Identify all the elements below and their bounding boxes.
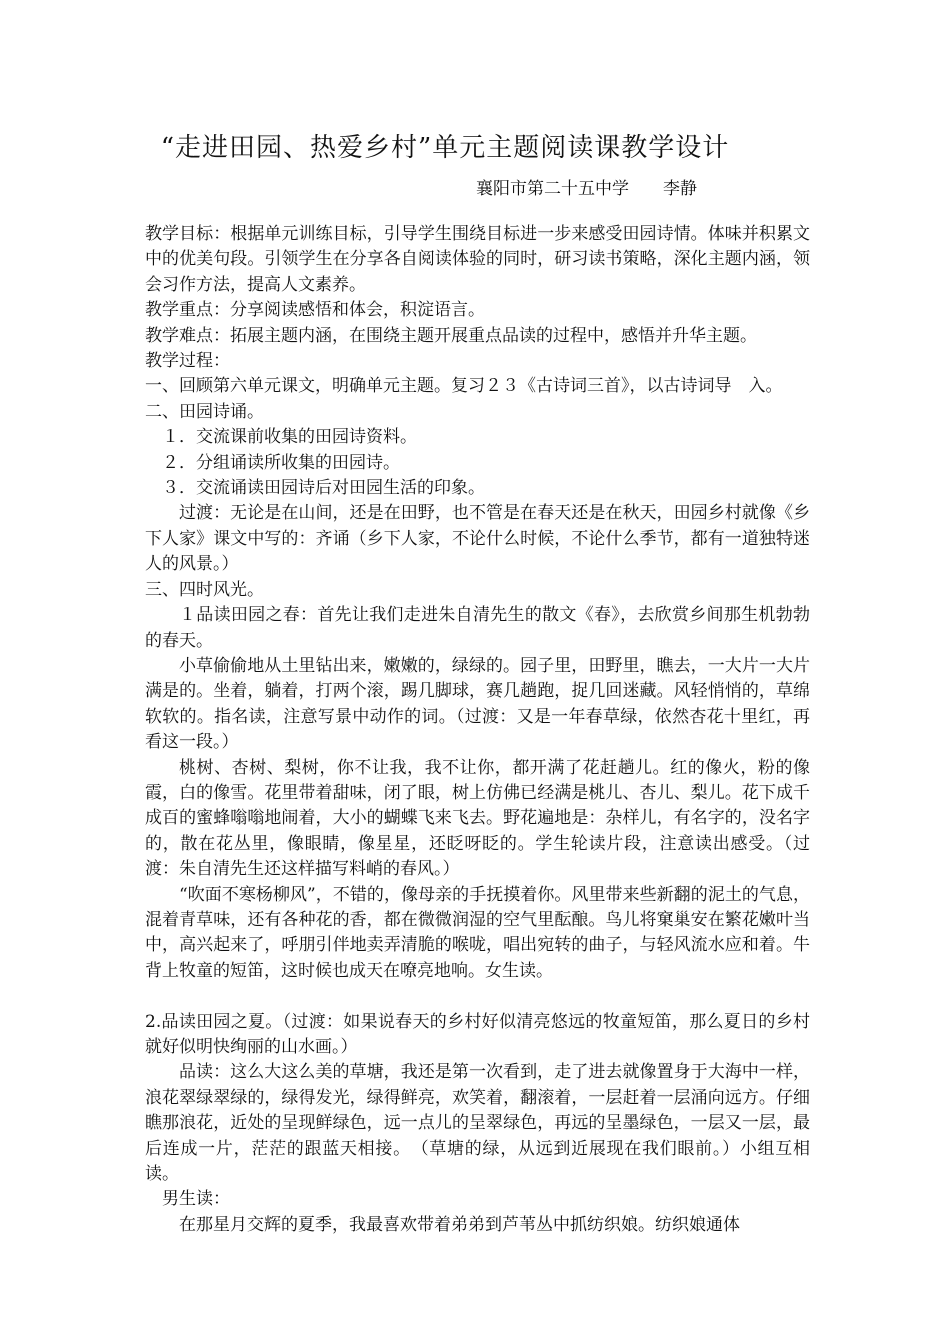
paragraph-difficulty: 教学难点：拓展主题内涵，在围绕主题开展重点品读的过程中，感悟并升华主题。 [145,325,757,346]
blank-line [145,984,810,1009]
paragraph-process-heading: 教学过程： [145,351,230,372]
paragraph-flowers: 桃树、杏树、梨树，你不让我，我不让你，都开满了花赶趟儿。红的像火，粉的像霞，白的像雪。花里带着甜味，闭了眼，树上仿佛已经满是桃儿、杏儿、梨儿。花下成千成百的蜜蜂嗡嗡地闹着，大小的蝴蝶飞来飞去。野花遍地是：杂样儿，有名字的，没名字的，散在花丛里，像眼睛，像星星，还眨呀眨的。学生轮读片段，注意读出感受。（过渡：朱自清先生还这样描写料峭的春风。） [145,757,810,880]
paragraph-key-point: 教学重点：分享阅读感悟和体会，积淀语言。 [145,300,485,321]
document-body [145,222,810,1238]
paragraph-pond: 品读：这么大这么美的草塘，我还是第一次看到，走了进去就像置身于大海中一样，浪花翠绿翠绿的，绿得发光，绿得鲜亮，欢笑着，翻滚着，一层赶着一层涌向远方。仔细瞧那浪花，近处的呈现鲜绿色，远一点儿的呈翠绿色，再远的呈墨绿色，一层又一层，最后连成一片，茫茫的跟蓝天相接。 （草塘的绿，从远到近展现在我们眼前。）小组互相读。 [145,1062,810,1185]
section-heading-3: 三、四时风光。 [145,579,264,600]
document-title: “走进田园、热爱乡村”单元主题阅读课教学设计 [160,133,730,163]
paragraph-katydid: 在那星月交辉的夏季，我最喜欢带着弟弟到芦苇丛中抓纺织娘。纺织娘通体 [179,1214,740,1235]
paragraph-objectives: 教学目标：根据单元训练目标，引导学生围绕目标进一步来感受田园诗情。体味并积累文中的优美句段。引领学生在分享各自阅读体验的同时，研习读书策略，深化主题内涵，领会习作方法，提高人文素养。 [145,224,810,295]
author-line: 襄阳市第二十五中学 李静 [476,179,697,199]
paragraph-boys-read: 男生读： [162,1189,230,1210]
paragraph-wind: “吹面不寒杨柳风”，不错的，像母亲的手抚摸着你。风里带来些新翻的泥土的气息，混着青草味，还有各种花的香，都在微微润湿的空气里酝酿。鸟儿将窠巢安在繁花嫩叶当中，高兴起来了，呼朋引伴地卖弄清脆的喉咙，唱出宛转的曲子，与轻风流水应和着。牛背上牧童的短笛，这时候也成天在嘹亮地响。女生读。 [145,884,810,981]
paragraph-transition: 过渡：无论是在山间，还是在田野，也不管是在春天还是在秋天，田园乡村就像《乡下人家》课文中写的：齐诵（乡下人家，不论什么时候，不论什么季节，都有一道独特迷人的风景。） [145,503,810,575]
paragraph-spring: １品读田园之春：首先让我们走进朱自清先生的散文《春》，去欣赏乡间那生机勃勃的春天。 [145,605,810,651]
section-heading-2: 二、田园诗诵。 [145,401,264,422]
list-item: ３．交流诵读田园诗后对田园生活的印象。 [162,478,485,499]
paragraph-grass: 小草偷偷地从土里钻出来，嫩嫩的，绿绿的。园子里，田野里，瞧去，一大片一大片满是的。坐着，躺着，打两个滚，踢几脚球，赛几趟跑，捉几回迷藏。风轻悄悄的，草绵软软的。指名读，注意写景中动作的词。（过渡：又是一年春草绿，依然杏花十里红，再看这一段。） [145,655,810,753]
list-item: １．交流课前收集的田园诗资料。 [162,427,417,448]
list-item: ２．分组诵读所收集的田园诗。 [162,452,400,473]
section-heading-1: 一、回顾第六单元课文，明确单元主题。复习２３《古诗词三首》，以古诗词导 入。 [145,376,783,397]
paragraph-summer: 2.品读田园之夏。（过渡：如果说春天的乡村好似清亮悠远的牧童短笛，那么夏日的乡村就好似明快绚丽的山水画。） [145,1011,810,1057]
